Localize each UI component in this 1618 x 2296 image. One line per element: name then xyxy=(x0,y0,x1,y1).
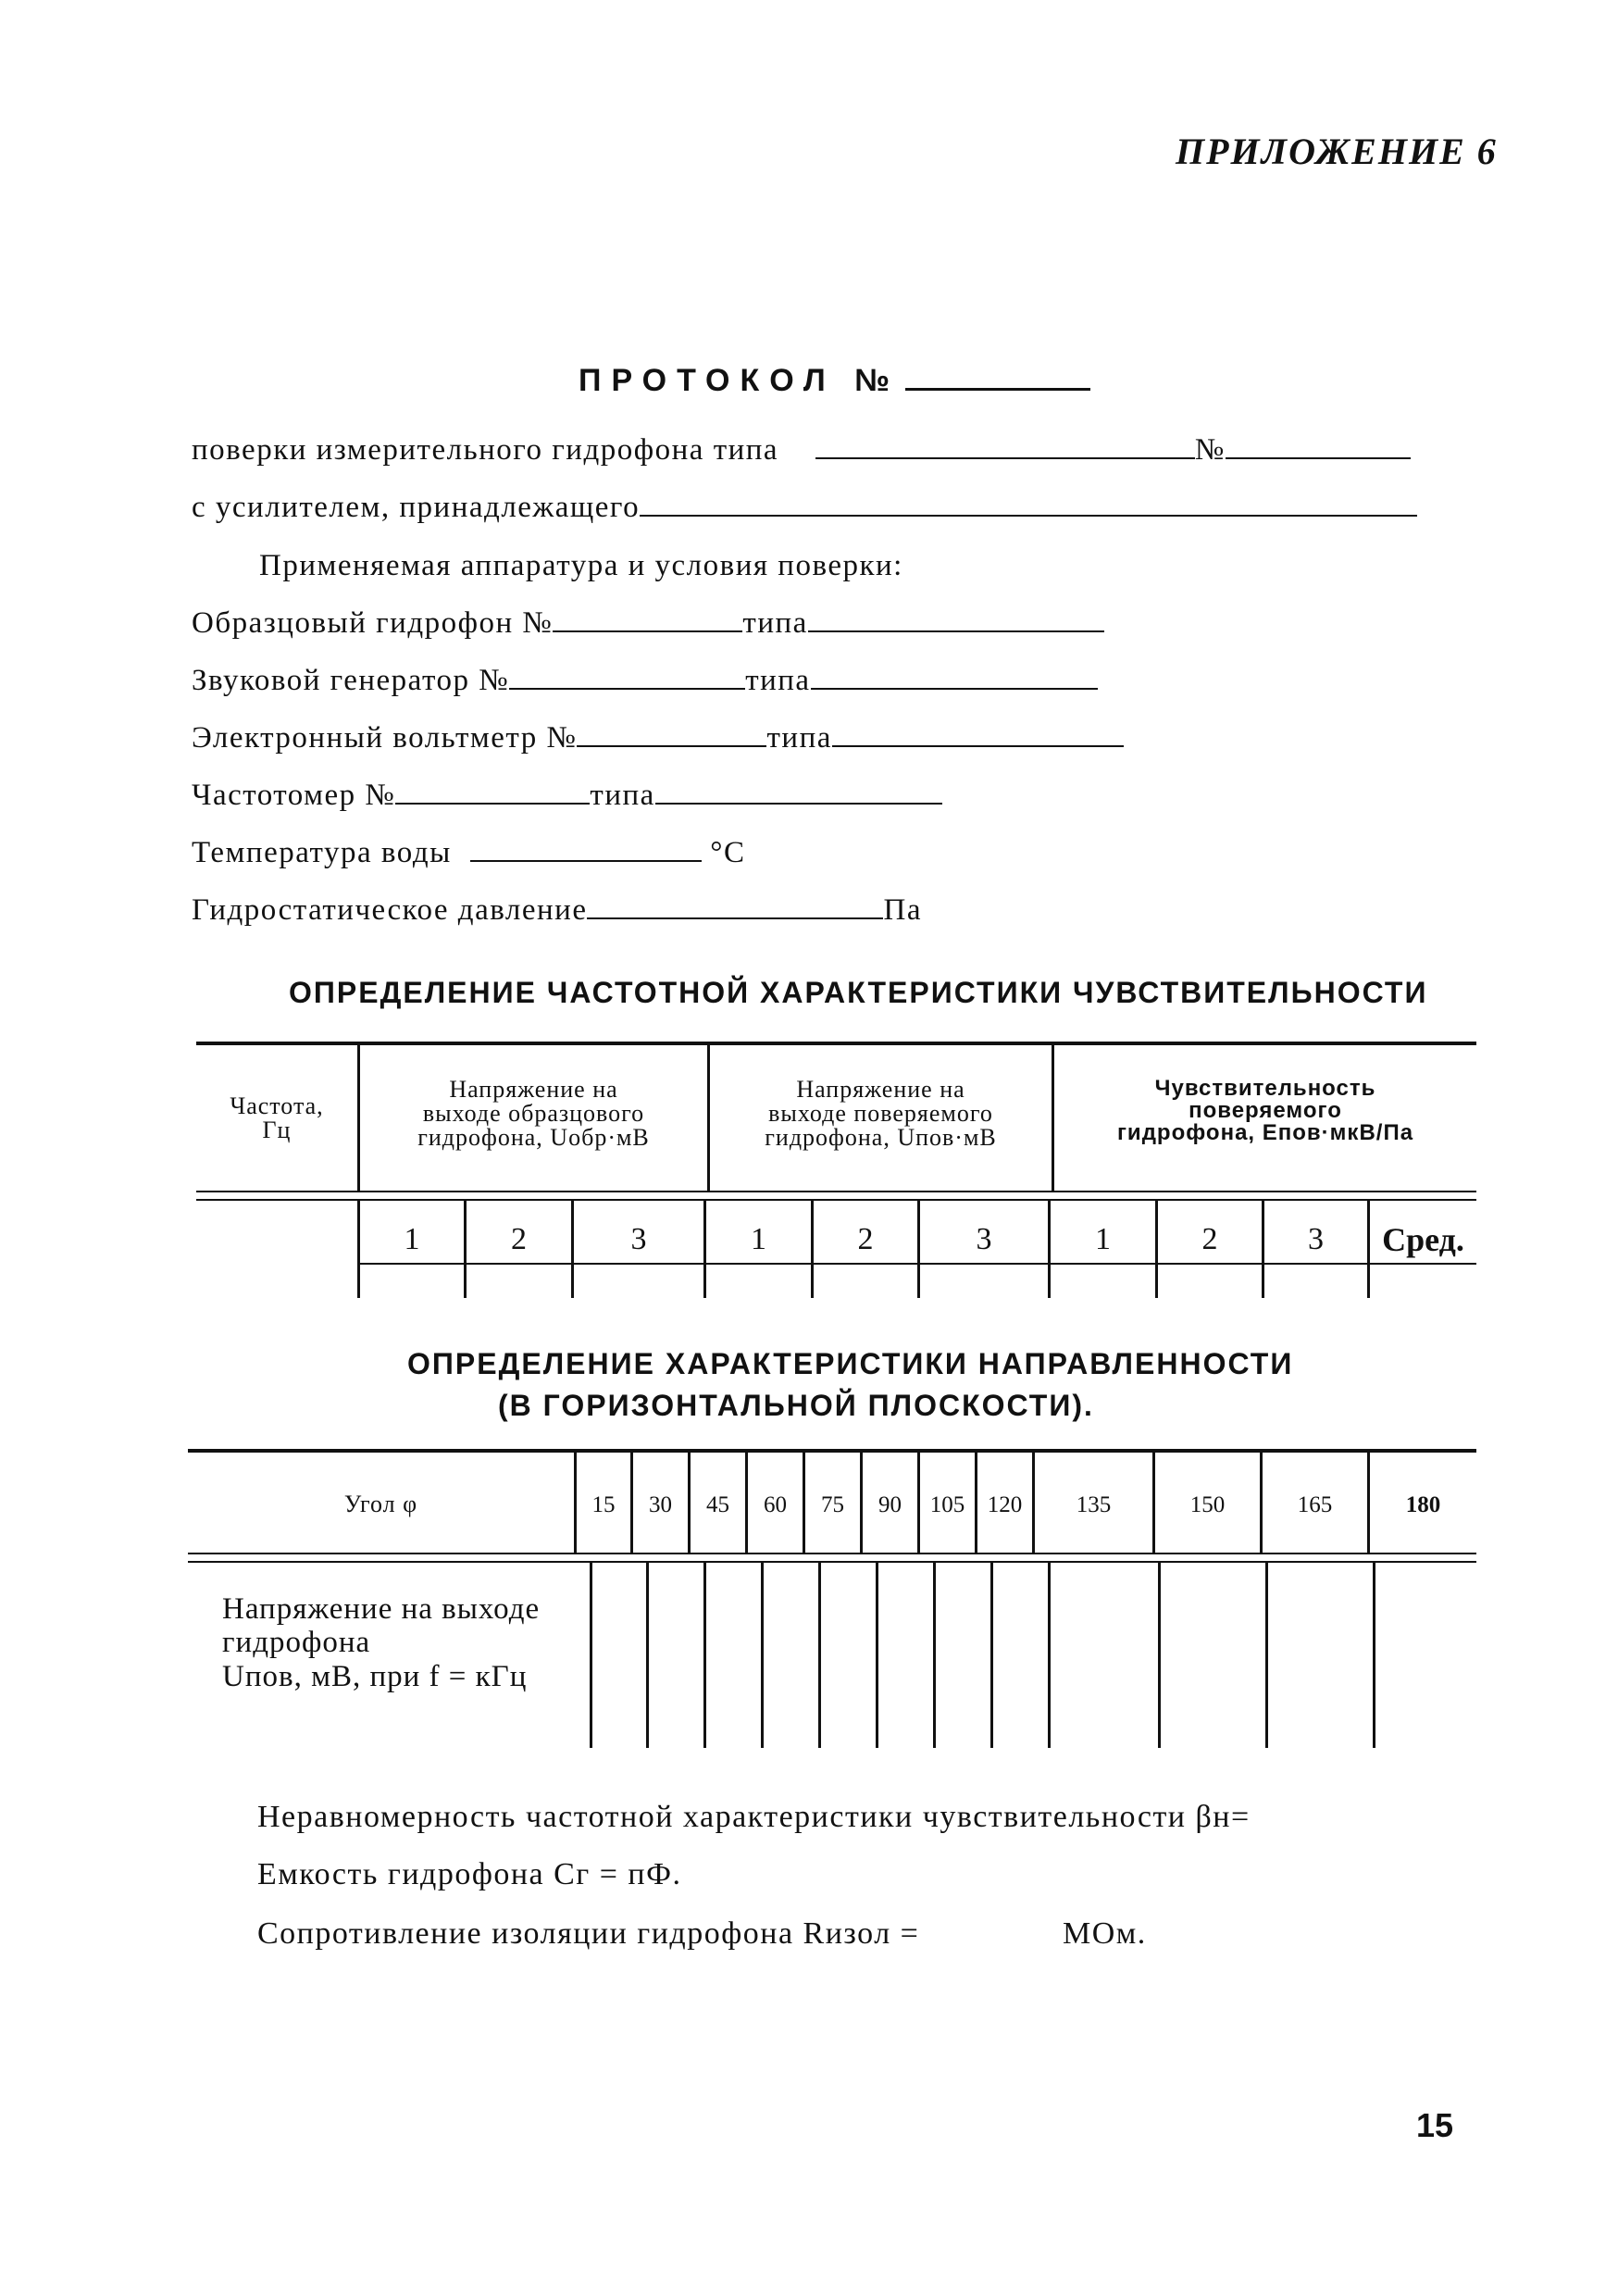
line-ref-hydrophone xyxy=(192,606,1104,641)
table-rule xyxy=(188,1449,1476,1453)
voltmeter-type-field[interactable] xyxy=(832,723,1124,747)
protocol-title-text: ПРОТОКОЛ № xyxy=(579,363,901,398)
frequency-meter-label: Частотомер № xyxy=(192,779,396,812)
frequency-meter-type-field[interactable] xyxy=(655,780,942,805)
appendix-label: ПРИЛОЖЕНИЕ 6 xyxy=(1176,131,1498,172)
ref-hydrophone-label: Образцовый гидрофон № xyxy=(192,606,554,640)
sound-generator-type-field[interactable] xyxy=(811,666,1098,690)
section1-title: ОПРЕДЕЛЕНИЕ ЧАСТОТНОЙ ХАРАКТЕРИСТИКИ ЧУВСТВИТЕЛЬНОСТИ xyxy=(289,976,1428,1009)
ref-hydrophone-type-field[interactable] xyxy=(808,608,1104,632)
angle-value: 90 xyxy=(878,1492,902,1517)
type-word: типа xyxy=(742,606,808,640)
table-divider xyxy=(933,1563,936,1748)
protocol-title xyxy=(579,363,1090,399)
col-ref-voltage: Напряжение на выходе образцового гидрофона, Uобр·мВ xyxy=(417,1076,650,1151)
table-divider xyxy=(646,1563,649,1748)
water-temp-unit: °C xyxy=(710,836,746,869)
subcol-label: 3 xyxy=(1308,1222,1324,1256)
angle-value: 105 xyxy=(929,1492,965,1517)
line-water-temp xyxy=(192,836,746,870)
angle-value: 120 xyxy=(987,1492,1023,1517)
table-rule xyxy=(196,1191,1476,1192)
capacitance-line: Емкость гидрофона Cг = пФ. xyxy=(257,1857,682,1891)
angle-value: 75 xyxy=(821,1492,844,1517)
angle-value: 180 xyxy=(1405,1492,1441,1517)
voltmeter-number-field[interactable] xyxy=(577,723,766,747)
subcol-label: 2 xyxy=(1201,1222,1218,1256)
sound-generator-label: Звуковой генератор № xyxy=(192,664,510,697)
section2-title-line2: (В ГОРИЗОНТАЛЬНОЙ ПЛОСКОСТИ). xyxy=(498,1389,1094,1422)
table-divider xyxy=(590,1563,592,1748)
table-divider xyxy=(1373,1563,1375,1748)
line1-text: поверки измерительного гидрофона типа xyxy=(192,433,779,467)
table-rule xyxy=(196,1199,1476,1201)
line-hydrophone-type xyxy=(192,433,1411,468)
frequency-meter-number-field[interactable] xyxy=(395,780,590,805)
table-divider xyxy=(876,1563,878,1748)
table-divider xyxy=(1265,1563,1268,1748)
subcol-label: 2 xyxy=(511,1222,527,1256)
table-divider xyxy=(1048,1563,1051,1748)
owner-field[interactable] xyxy=(640,493,1417,517)
pressure-field[interactable] xyxy=(587,895,883,919)
table-rule xyxy=(188,1553,1476,1554)
line-voltmeter xyxy=(192,721,1124,755)
line-pressure xyxy=(192,893,922,928)
table-rule xyxy=(357,1263,1476,1265)
subcol-label: 1 xyxy=(404,1222,420,1256)
table-divider xyxy=(818,1563,821,1748)
type-word: типа xyxy=(590,779,655,812)
line1-no: № xyxy=(1194,433,1226,467)
water-temp-label: Температура воды xyxy=(192,836,452,869)
line-frequency-meter xyxy=(192,779,942,813)
protocol-number-field[interactable] xyxy=(905,366,1090,391)
subcol-label: 1 xyxy=(751,1222,766,1256)
voltmeter-label: Электронный вольтметр № xyxy=(192,721,578,755)
pressure-label: Гидростатическое давление xyxy=(192,893,588,927)
col-sensitivity: Чувствительность поверяемого гидрофона, Eпов·мкВ/Па xyxy=(1116,1076,1414,1145)
type-word: типа xyxy=(745,664,811,697)
angle-value: 165 xyxy=(1297,1492,1333,1517)
voltage-row-label: Напряжение на выходе гидрофона Uпов, мВ, при f = кГц xyxy=(222,1592,541,1693)
table-divider xyxy=(761,1563,764,1748)
table-divider xyxy=(990,1563,993,1748)
subcol-label: 3 xyxy=(630,1222,647,1256)
pressure-unit: Па xyxy=(883,893,922,927)
ref-hydrophone-number-field[interactable] xyxy=(553,608,742,632)
sound-generator-number-field[interactable] xyxy=(509,666,745,690)
page-number: 15 xyxy=(1416,2106,1454,2144)
table-rule xyxy=(196,1042,1476,1045)
angle-value: 15 xyxy=(591,1492,616,1517)
hydrophone-number-field[interactable] xyxy=(1226,435,1411,459)
table-divider xyxy=(1158,1563,1161,1748)
section2-title-line1: ОПРЕДЕЛЕНИЕ ХАРАКТЕРИСТИКИ НАПРАВЛЕННОСТИ xyxy=(407,1347,1294,1380)
line-sound-generator xyxy=(192,664,1098,698)
type-word: типа xyxy=(766,721,832,755)
subcol-average: Сред. xyxy=(1382,1221,1464,1258)
water-temp-field[interactable] xyxy=(470,838,702,862)
nonuniformity-line: Неравномерность частотной характеристики чувствительности βн= xyxy=(257,1800,1251,1834)
table-rule xyxy=(188,1561,1476,1563)
resistance-unit: МОм. xyxy=(1063,1916,1147,1951)
angle-value: 150 xyxy=(1189,1492,1226,1517)
line2-text: с усилителем, принадлежащего xyxy=(192,491,641,524)
table-divider xyxy=(703,1563,706,1748)
equipment-header: Применяемая аппаратура и условия поверки: xyxy=(259,549,903,582)
angle-label: Угол φ xyxy=(343,1491,418,1517)
resistance-line: Сопротивление изоляции гидрофона Rизол = xyxy=(257,1916,920,1951)
angle-value: 30 xyxy=(649,1492,672,1517)
col-frequency: Частота, Гц xyxy=(230,1092,324,1143)
subcol-label: 3 xyxy=(976,1222,992,1256)
line-owner xyxy=(192,491,1417,525)
angle-value: 45 xyxy=(706,1492,729,1517)
hydrophone-type-field[interactable] xyxy=(815,435,1195,459)
angle-value: 60 xyxy=(764,1492,787,1517)
col-test-voltage: Напряжение на выходе поверяемого гидрофона, Uпов·мВ xyxy=(765,1076,997,1151)
angle-value: 135 xyxy=(1076,1492,1112,1517)
subcol-label: 2 xyxy=(857,1222,874,1256)
subcol-label: 1 xyxy=(1095,1222,1111,1256)
